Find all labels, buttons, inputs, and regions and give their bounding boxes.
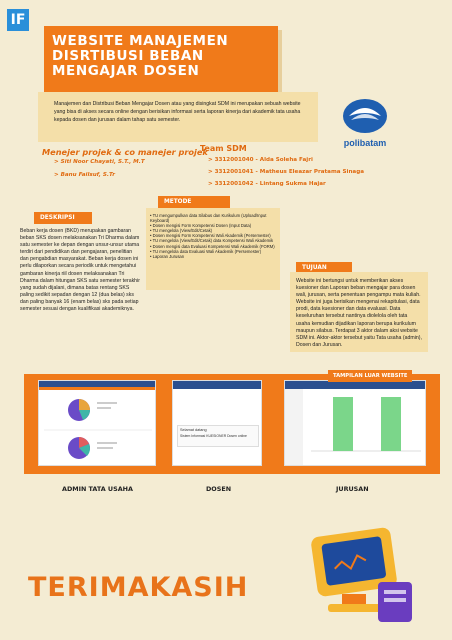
leader-item: > Banu Failsuf, S.Tr <box>54 172 115 178</box>
caption-dosen: DOSEN <box>206 485 232 493</box>
dosen-welcome: Selamat datang <box>180 428 207 432</box>
caption-jurusan: JURUSAN <box>336 485 369 493</box>
if-logo: IF <box>7 9 29 31</box>
jurusan-screenshot <box>284 380 426 466</box>
leaders-title: Menejer projek & co manejer projek <box>42 147 208 157</box>
caption-admin: ADMIN TATA USAHA <box>62 485 133 493</box>
metode-item: • TU mengumpulkan data Silabus dan Kurikulum (Upload/Input Keyboard) <box>150 213 276 223</box>
team-member: > 3312001040 - Alda Soleha Fajri <box>208 157 313 163</box>
team-title: Team SDM <box>200 144 247 153</box>
admin-screenshot <box>38 380 156 466</box>
team-member: > 3312001042 - Lintang Sukma Hajar <box>208 181 326 187</box>
metode-panel <box>146 208 280 290</box>
metode-label: METODE <box>158 196 230 208</box>
metode-item: • Dosen mengisi Form Kompetensi Wali Akademik (Persemester) <box>150 233 276 238</box>
dosen-system-text: Sistem Informasi KUESIONER Dosen online <box>180 434 247 438</box>
title-banner <box>44 26 278 96</box>
tujuan-text: Website ini bertungsi untuk memberikan akses kuesioner dan Laporan beban mengajar para dosen wali, jurusan, serta penentuan pengampu mata kuliah. Website ini juga berisikan mengenai rekapitulasi, data prodi, data kuesioner dan data evaluasi. Data keseluruhan tersebut nantinya diolelola oleh tata usaha kemudian dijadikan laporan berupa kurikulum maupun silabus. Terdapat 3 aktor dalam aksi website SDM ini. Aktor-aktor tersebut yaitu Tata usaha (admin), Dosen dan Jurusan. <box>290 272 428 352</box>
tampilan-label: TAMPILAN LUAR WEBSITE <box>328 370 412 382</box>
dosen-screenshot <box>172 380 262 466</box>
intro-text: Manajemen dan Distribusi Beban Mengajar Dosen atau yang disingkat SDM ini merupakan sebuah website yang bisa di akses secara online dengan berisikan informasi serta laporan kinerja dari akademik tata usaha kepada dosen dan jurusan dalam tahap satu semester. <box>38 92 318 142</box>
polibatam-wordmark: polibatam <box>343 138 387 148</box>
leader-item: > Siti Noor Chayati, S.T., M.T <box>54 159 145 165</box>
team-member: > 3312001041 - Matheus Eleazar Pratama Sinaga <box>208 169 364 175</box>
metode-item: • Dosen mengisi Form Kompetensi Dosen (Input Data) <box>150 223 276 228</box>
computer-illustration <box>308 520 418 630</box>
metode-item: • TU mengelola (View/Edit/Cetak) data Kompetensi Wali Akademik <box>150 238 276 243</box>
metode-item: • TU mengelola data Evaluasi Wali Akademik (Persemester) <box>150 249 276 254</box>
tujuan-label: TUJUAN <box>296 262 352 274</box>
metode-item: • TU mengelola (View/Edit/Cetak) <box>150 228 276 233</box>
metode-item: • Dosen mengisi data Evaluasi Kompetensi Wali Akademik (FORM) <box>150 244 276 249</box>
metode-item: • Laporan Jurusan <box>150 254 276 259</box>
poster-title: WEBSITE MANAJEMEN DISRTIBUSI BEBAN MENGAJAR DOSEN <box>52 33 229 79</box>
deskripsi-text: Beban kerja dosen (BKD) merupakan gambaran beban SKS dosen melaksanakan Tri Dharma dalam satu semester ke depan dengan unsur-unsur utama terdiri dari pendidikan dan pengajaran, penelitian dan pengabdian masyarakat. Beban kerja dosen ini perlu dilaporkan secara periodik untuk mengetahui gambaran kinerja riil dosen melaksanakan Tri Dharma dalam hitungan SKS satu semester terakhir yang sudah dijalani, dimana batas rentang SKS paling sedikit sepadan dengan 12 (dua belas) sks dan paling banyak 16 (enam belas) sks pada setiap semester sesuai dengan kualifikasi akademiknya. <box>20 228 140 313</box>
screenshots-strip <box>24 374 440 474</box>
deskripsi-label: DESKRIPSI <box>34 212 92 224</box>
closing-title: TERIMAKASIH <box>28 572 249 603</box>
polibatam-logo <box>335 96 395 156</box>
